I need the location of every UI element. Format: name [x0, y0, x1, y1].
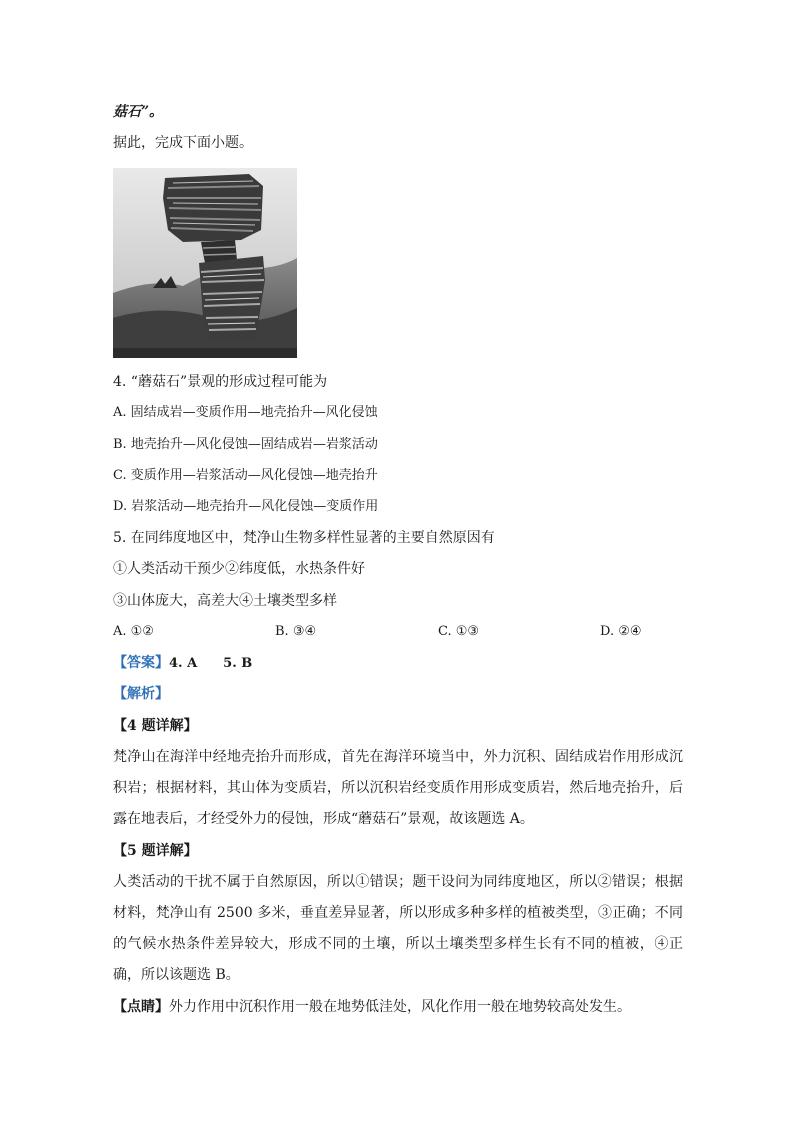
q5-stem: 5. 在同纬度地区中，梵净山生物多样性显著的主要自然原因有 [113, 530, 495, 546]
q4-option-a: A. 固结成岩—变质作用—地壳抬升—风化侵蚀 [113, 405, 378, 420]
tip-line [113, 998, 631, 1016]
q4-option-d: D. 岩浆活动—地壳抬升—风化侵蚀—变质作用 [113, 499, 379, 514]
q5-option-d: D. ②④ [600, 624, 642, 639]
analysis-tag: 【解析】 [113, 686, 169, 702]
detail4-tag: 【4 题详解】 [113, 718, 198, 734]
answer-tag: 【答案】 [113, 655, 169, 671]
instruction: 据此，完成下面小题。 [113, 135, 253, 151]
q5-items-line1: ①人类活动干预少②纬度低，水热条件好 [113, 561, 365, 577]
answer-line [113, 654, 252, 673]
tip-tag: 【点睛】 [113, 999, 169, 1015]
q5-items-line2: ③山体庞大，高差大④土壤类型多样 [113, 593, 337, 609]
top-fragment: 菇石”。 [113, 104, 164, 120]
detail4-text: 梵净山在海洋中经地壳抬升而形成，首先在海洋环境当中，外力沉积、固结成岩作用形成沉积岩；根据材料，其山体为变质岩，所以沉积岩经变质作用形成变质岩，然后地壳抬升，后露在地表后，才经受外力的侵蚀，形成“蘑菇石”景观，故该题选 A。 [113, 749, 683, 827]
answer-text: 4. A 5. B [169, 656, 253, 671]
q4-option-b: B. 地壳抬升—风化侵蚀—固结成岩—岩浆活动 [113, 437, 378, 452]
detail5-text: 人类活动的干扰不属于自然原因，所以①错误；题干设问为同纬度地区，所以②错误；根据材料，梵净山有 2500 多米，垂直差异显著，所以形成多种多样的植被类型，③正确；不同的气候水热条件差异较大，形成不同的土壤，所以土壤类型多样生长有不同的植被，④正确，所以该题选 B。 [113, 874, 683, 983]
q4-option-c: C. 变质作用—岩浆活动—风化侵蚀—地壳抬升 [113, 468, 378, 483]
q5-option-c: C. ①③ [438, 624, 480, 639]
q5-option-a: A. ①② [113, 624, 154, 639]
tip-text: 外力作用中沉积作用一般在地势低洼处，风化作用一般在地势较高处发生。 [169, 999, 631, 1015]
detail5-tag: 【5 题详解】 [113, 843, 198, 859]
mushroom-rock-photo [113, 168, 297, 358]
q5-option-b: B. ③④ [275, 624, 317, 639]
q4-stem: 4. “蘑菇石”景观的形成过程可能为 [113, 374, 328, 390]
